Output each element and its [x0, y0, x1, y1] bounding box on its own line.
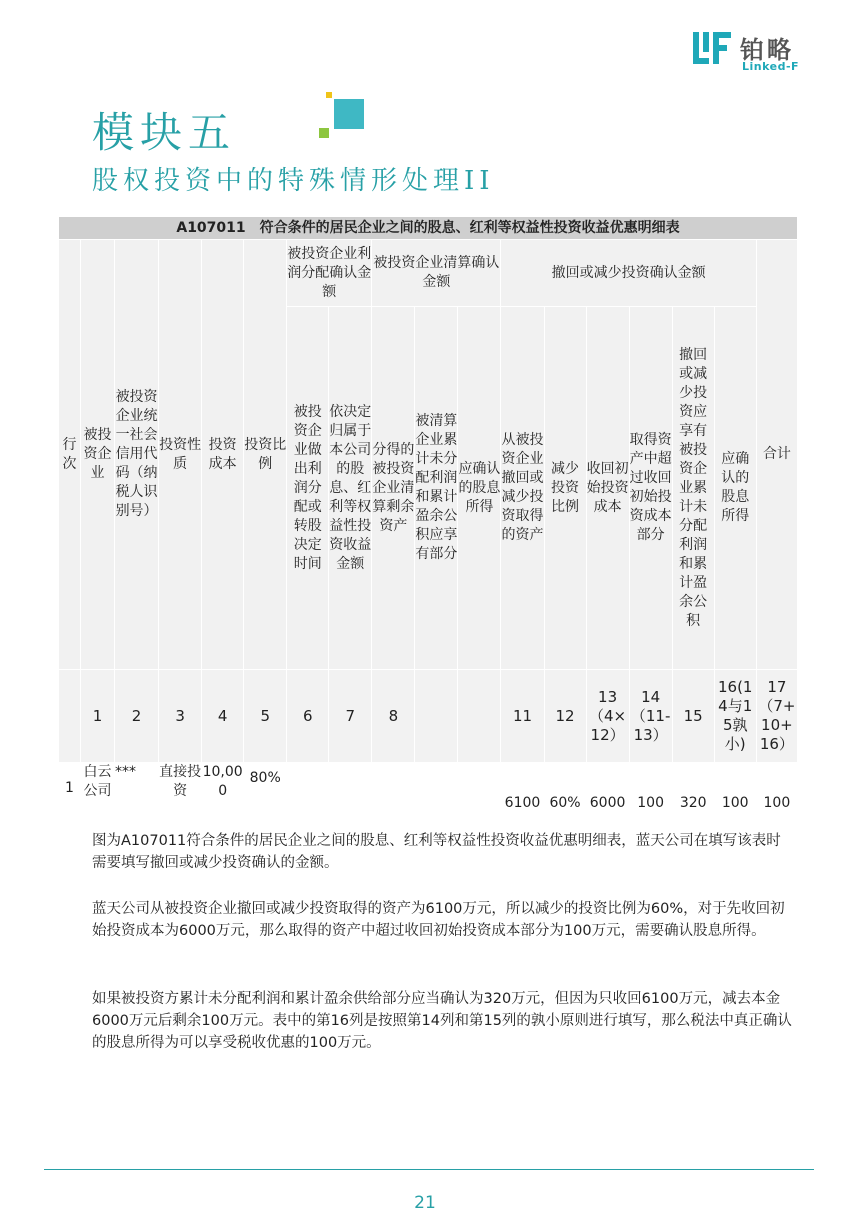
- header-row-no: 行次: [59, 240, 81, 670]
- header-investee: 被投资企业: [81, 240, 115, 670]
- header-nature: 投资性质: [159, 240, 202, 670]
- column-number-cell: 1: [81, 670, 115, 763]
- cell-7: [329, 763, 372, 814]
- cell-12: 60%: [544, 763, 586, 814]
- header-w-dividend: 应确认的股息所得: [714, 307, 756, 670]
- column-number-cell: [458, 670, 501, 763]
- brand-sub: Linked-F: [742, 60, 800, 73]
- column-number-cell: 17（7+10+16）: [756, 670, 797, 763]
- cell-nature: 直接投资: [159, 763, 202, 814]
- header-total: 合计: [756, 240, 797, 670]
- paragraph-2: 蓝天公司从被投资企业撤回或减少投资取得的资产为6100万元，所以减少的投资比例为60%，对于先收回初始投资成本为6000万元，那么取得的资产中超过收回初始投资成本部分为100万元，需要确认股息所得。: [92, 901, 785, 939]
- cell-6: [287, 763, 329, 814]
- header-recover-cost: 收回初始投资成本: [586, 307, 629, 670]
- column-number-cell: 2: [115, 670, 159, 763]
- logo-mark-icon: [693, 32, 733, 70]
- column-number-cell: 15: [672, 670, 714, 763]
- cell-16: 100: [714, 763, 756, 814]
- column-number-cell: 16(14与15孰小): [714, 670, 756, 763]
- cell-code: ***: [115, 763, 159, 814]
- deco-square-small: [326, 92, 332, 98]
- column-number-cell: 13（4×12）: [586, 670, 629, 763]
- page-number: 21: [414, 1193, 436, 1213]
- table-row: [59, 763, 798, 814]
- header-group-profit: 被投资企业利润分配确认金额: [287, 240, 372, 307]
- cell-8: [372, 763, 415, 814]
- column-number-cell: [415, 670, 458, 763]
- cell-11: 6100: [501, 763, 544, 814]
- column-number-cell: 6: [287, 670, 329, 763]
- cell-13: 6000: [586, 763, 629, 814]
- header-credit-code: 被投资企业统一社会信用代码（纳税人识别号）: [115, 240, 159, 670]
- header-decided-amount: 依决定归属于本公司的股息、红利等权益性投资收益金额: [329, 307, 372, 670]
- header-cost: 投资成本: [202, 240, 244, 670]
- header-withdraw-assets: 从被投资企业撤回或减少投资取得的资产: [501, 307, 544, 670]
- cell-17: 100: [756, 763, 797, 814]
- cell-15: 320: [672, 763, 714, 814]
- column-number-row: [59, 670, 798, 763]
- number-cell-empty: [59, 670, 81, 763]
- column-number-cell: 11: [501, 670, 544, 763]
- column-number-cell: 5: [244, 670, 287, 763]
- header-ratio: 投资比例: [244, 240, 287, 670]
- header-group-liquidation: 被投资企业清算确认金额: [372, 240, 501, 307]
- brand-logo: [693, 32, 811, 76]
- module-title: 模块五: [92, 108, 237, 157]
- cell-9: [415, 763, 458, 814]
- header-liq-dividend: 应确认的股息所得: [458, 307, 501, 670]
- cell-row-no: 1: [59, 763, 81, 814]
- footer-divider: [44, 1169, 814, 1170]
- header-liq-assets: 分得的被投资企业清算剩余资产: [372, 307, 415, 670]
- module-subtitle: 股权投资中的特殊情形处理II: [92, 166, 495, 196]
- header-decision-time: 被投资企业做出利润分配或转股决定时间: [287, 307, 329, 670]
- paragraph-1: 图为A107011符合条件的居民企业之间的股息、红利等权益性投资收益优惠明细表，蓝天公司在填写该表时需要填写撤回或减少投资确认的金额。: [92, 833, 781, 871]
- deco-square-teal: [334, 99, 364, 129]
- column-number-cell: 12: [544, 670, 586, 763]
- form-table: [58, 216, 798, 814]
- header-entitled: 撤回或减少投资应享有被投资企业累计未分配利润和累计盈余公积: [672, 307, 714, 670]
- header-excess: 取得资产中超过收回初始投资成本部分: [629, 307, 672, 670]
- cell-cost: 10,000: [202, 763, 244, 814]
- column-number-cell: 7: [329, 670, 372, 763]
- header-group-withdrawal: 撤回或减少投资确认金额: [501, 240, 756, 307]
- column-number-cell: 14（11-13）: [629, 670, 672, 763]
- paragraph-3: 如果被投资方累计未分配利润和累计盈余供给部分应当确认为320万元，但因为只收回6100万元，减去本金6000万元后剩余100万元。表中的第16列是按照第14列和第15列的孰小原则进行填写，那么税法中真正确认的股息所得为可以享受税收优惠的100万元。: [92, 991, 792, 1051]
- deco-square-green: [319, 128, 329, 138]
- cell-14: 100: [629, 763, 672, 814]
- column-number-cell: 3: [159, 670, 202, 763]
- brand-name: 铂略: [740, 36, 794, 64]
- cell-10: [458, 763, 501, 814]
- cell-investee: 白云公司: [81, 763, 115, 814]
- header-reduce-ratio: 减少投资比例: [544, 307, 586, 670]
- cell-ratio: 80%: [244, 763, 287, 814]
- table-title: A107011 符合条件的居民企业之间的股息、红利等权益性投资收益优惠明细表: [59, 217, 798, 240]
- column-number-cell: 4: [202, 670, 244, 763]
- header-liq-undistributed: 被清算企业累计未分配利润和累计盈余公积应享有部分: [415, 307, 458, 670]
- column-number-cell: 8: [372, 670, 415, 763]
